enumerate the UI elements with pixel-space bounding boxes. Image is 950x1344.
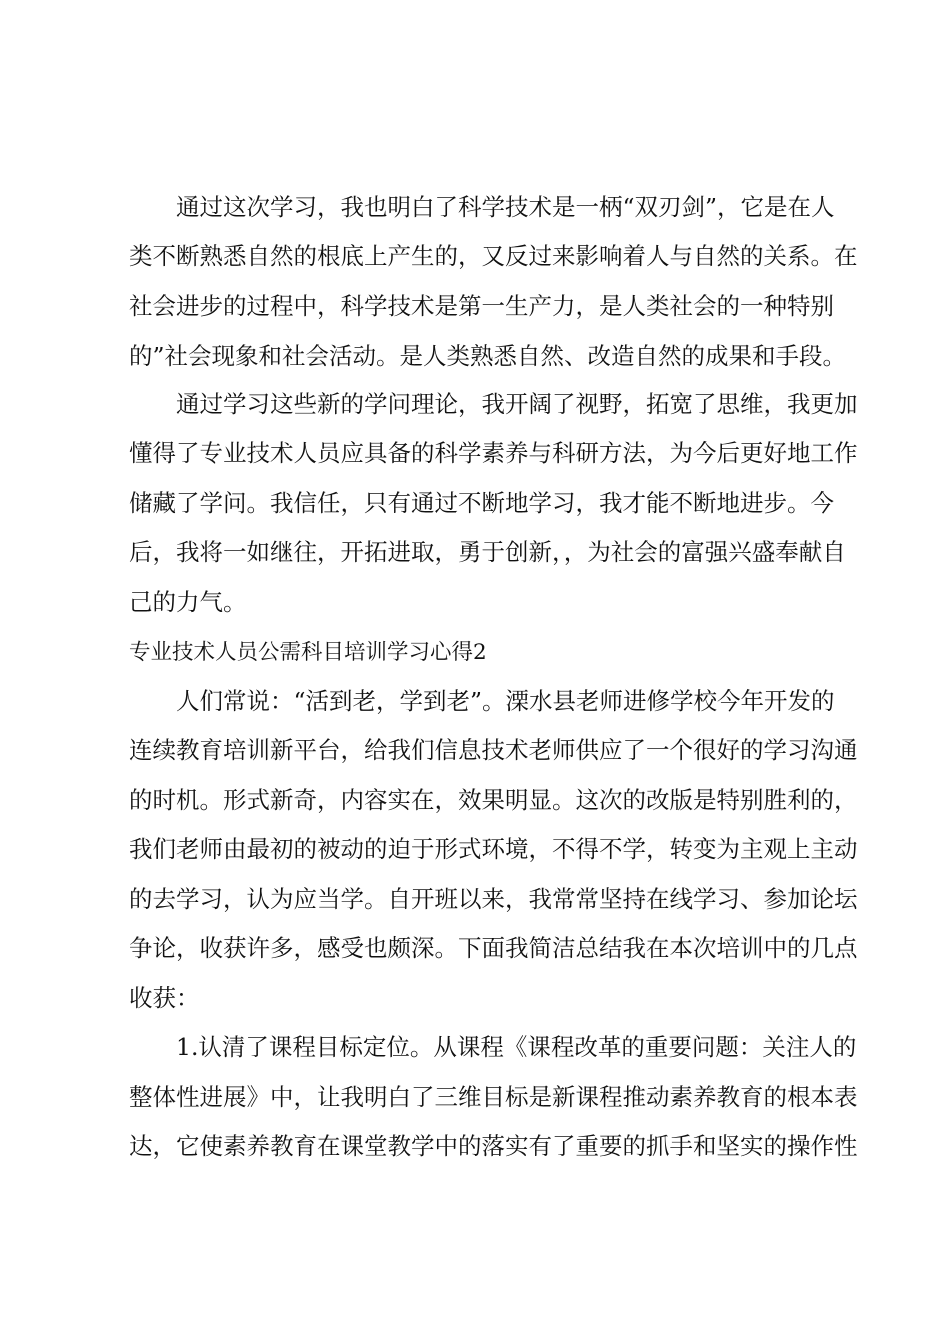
paragraph-line: 通过学习这些新的学问理论，我开阔了视野，拓宽了思维，我更加 (176, 390, 858, 418)
paragraph-line: 懂得了专业技术人员应具备的科学素养与科研方法，为今后更好地工作 (129, 439, 858, 467)
paragraph-line: 通过这次学习，我也明白了科学技术是一柄“双刃剑”，它是在人 (176, 193, 835, 221)
paragraph-line: 我们老师由最初的被动的迫于形式环境，不得不学，转变为主观上主动 (129, 835, 858, 863)
section-heading: 专业技术人员公需科目培训学习心得2 (129, 640, 487, 665)
paragraph-line: 社会进步的过程中，科学技术是第一生产力，是人类社会的一种特别 (129, 292, 834, 320)
paragraph-line: 人们常说：“活到老，学到老”。溧水县老师进修学校今年开发的 (176, 687, 835, 715)
paragraph-line: 整体性进展》中，让我明白了三维目标是新课程推动素养教育的根本表 (129, 1083, 858, 1111)
paragraph-line: 类不断熟悉自然的根底上产生的，又反过来影响着人与自然的关系。在 (129, 242, 858, 270)
paragraph-line: 的去学习，认为应当学。自开班以来，我常常坚持在线学习、参加论坛 (129, 885, 858, 913)
paragraph-line: 连续教育培训新平台，给我们信息技术老师供应了一个很好的学习沟通 (129, 736, 858, 764)
paragraph-line: 争论，收获许多，感受也颇深。下面我简洁总结我在本次培训中的几点 (129, 934, 858, 962)
paragraph-line: 收获： (129, 984, 200, 1012)
paragraph-line: 己的力气。 (129, 588, 247, 616)
paragraph-line: 达，它使素养教育在课堂教学中的落实有了重要的抓手和坚实的操作性 (129, 1132, 858, 1160)
paragraph-line: 的”社会现象和社会活动。是人类熟悉自然、改造自然的成果和手段。 (129, 342, 847, 370)
paragraph-line: 储藏了学问。我信任，只有通过不断地学习，我才能不断地进步。今 (129, 489, 834, 517)
paragraph-line: 后，我将一如继往，开拓进取，勇于创新，，为社会的富强兴盛奉献自 (129, 538, 846, 566)
paragraph-line: 1.认清了课程目标定位。从课程《课程改革的重要问题：关注人的 (176, 1033, 857, 1061)
paragraph-line: 的时机。形式新奇，内容实在，效果明显。这次的改版是特别胜利的， (129, 786, 858, 814)
